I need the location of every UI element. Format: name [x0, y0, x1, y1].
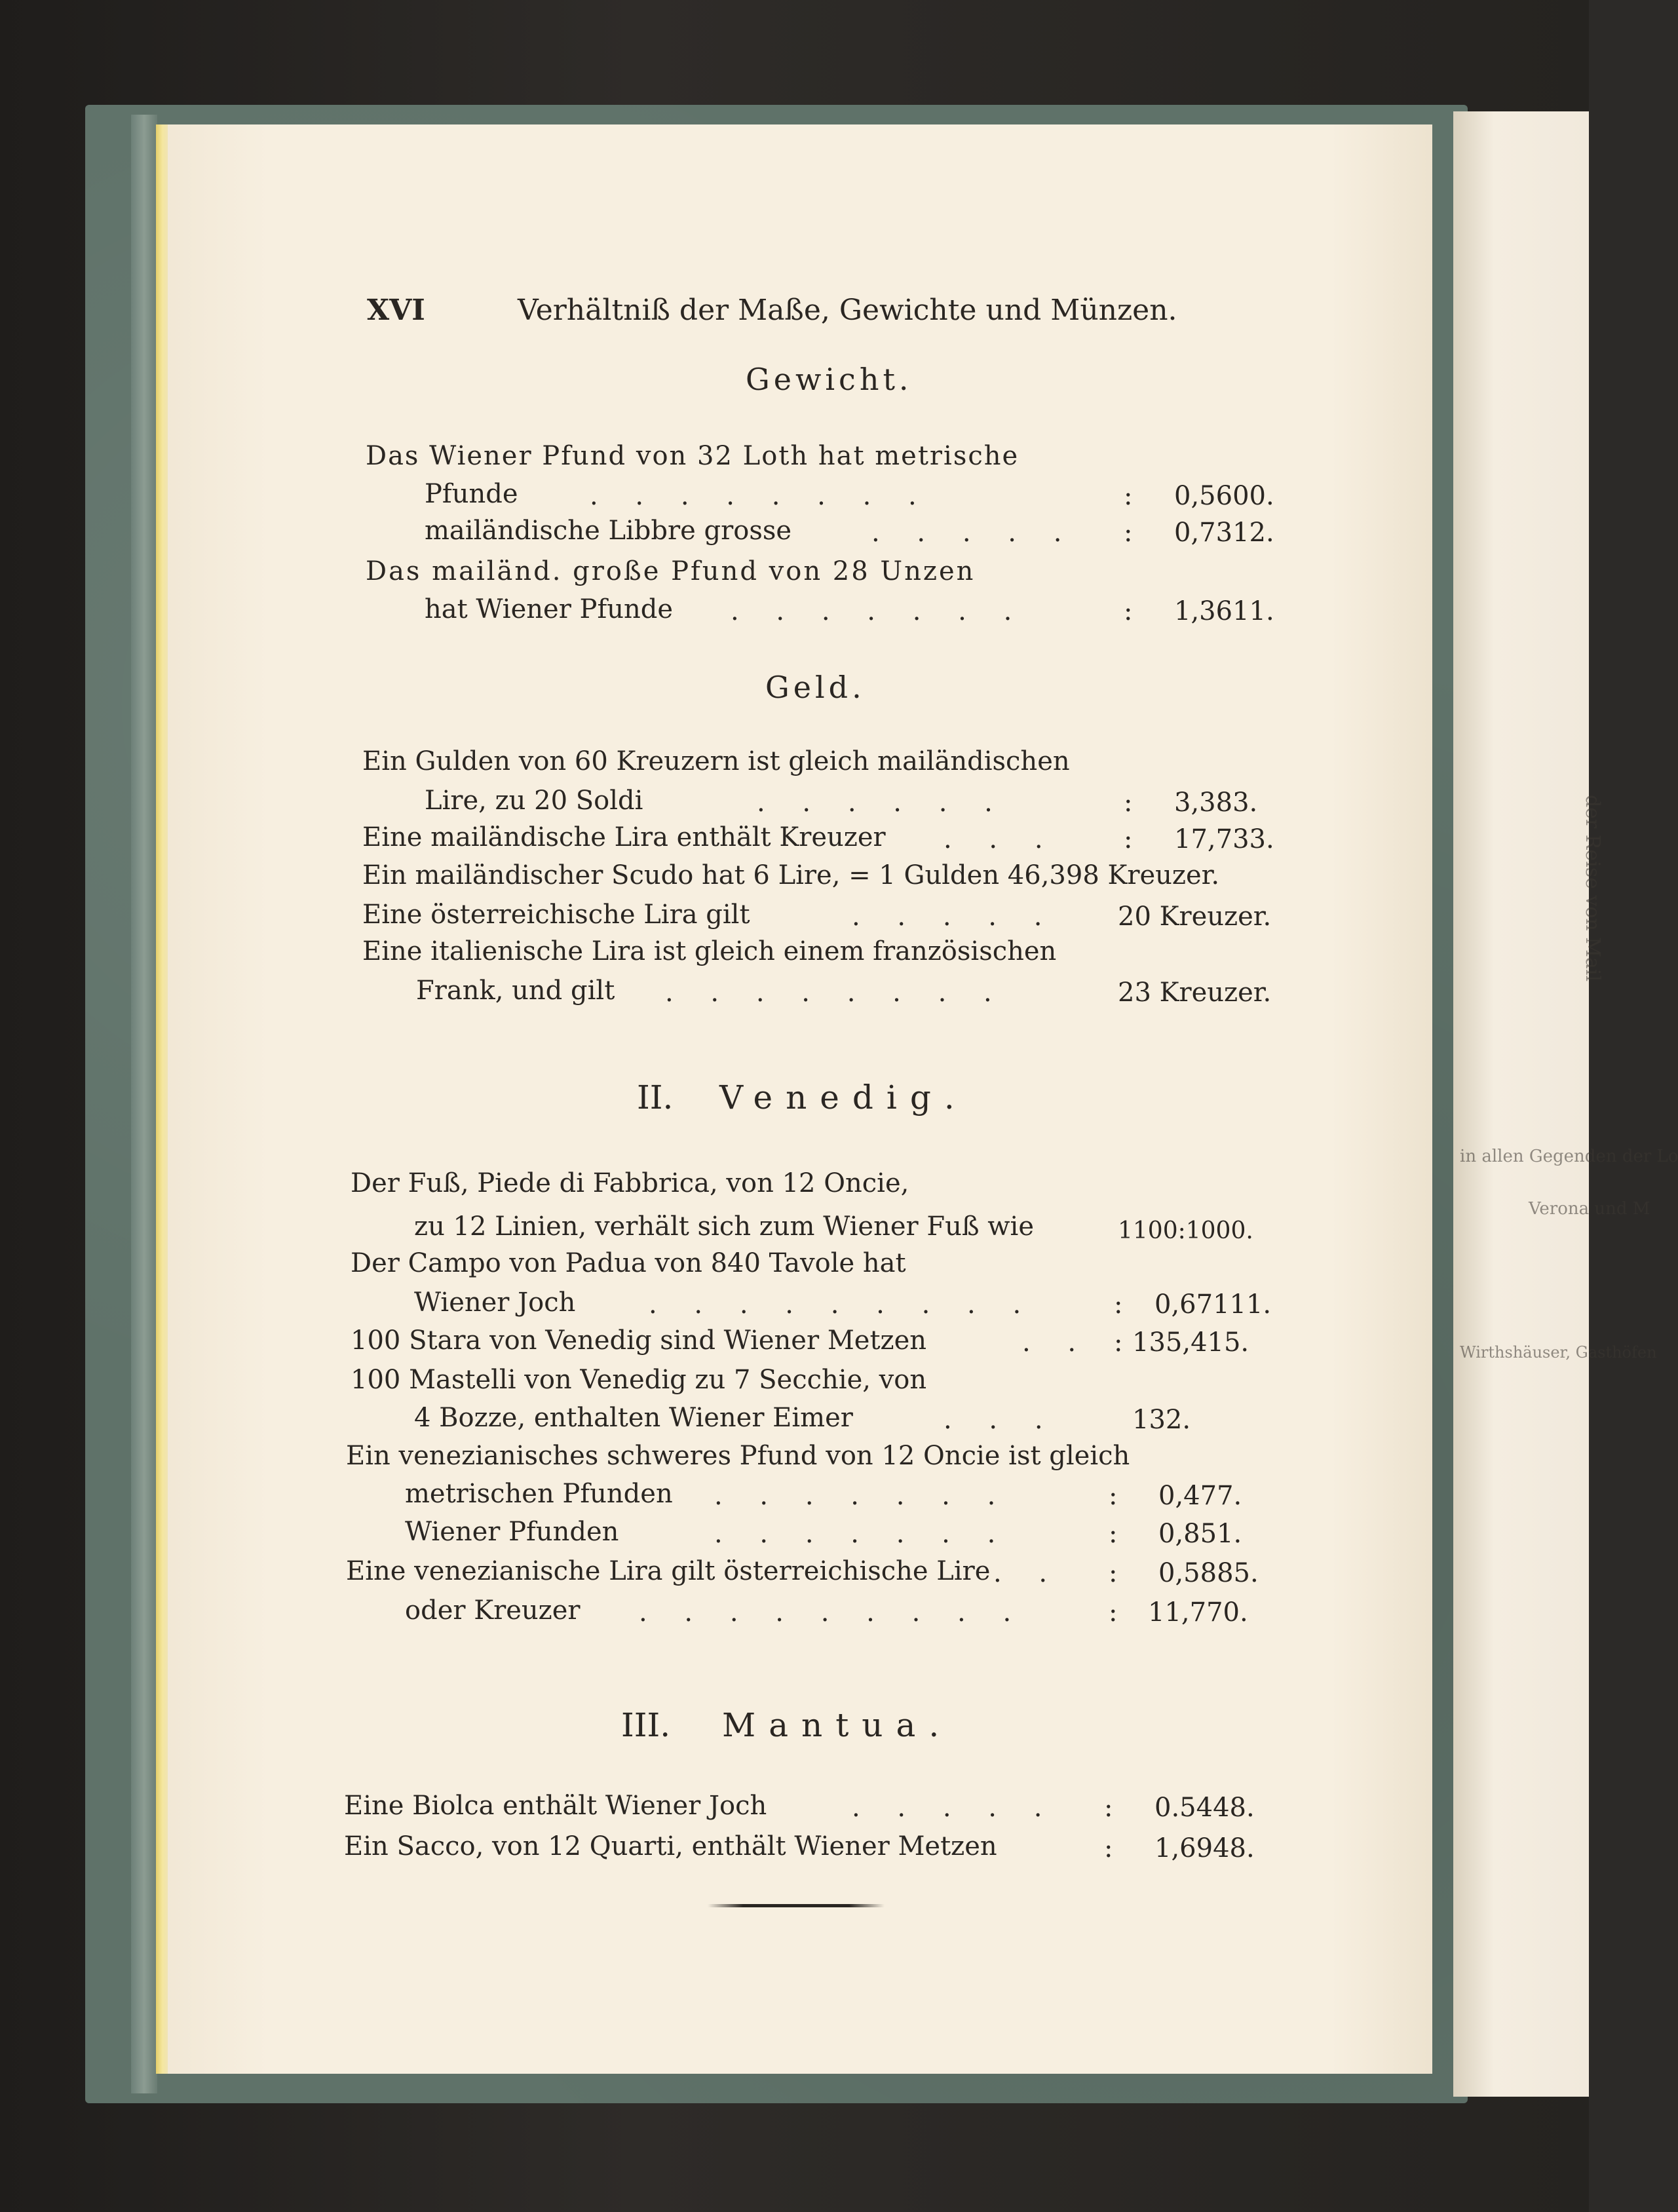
- value: 0.5448.: [1154, 1793, 1255, 1823]
- facing-page-text: Verona und M: [1529, 1199, 1650, 1219]
- cover-edge: [131, 115, 157, 2093]
- section-heading-gewicht: Gewicht.: [746, 362, 913, 397]
- colon: :: [1104, 1793, 1113, 1823]
- colon: :: [1124, 481, 1133, 511]
- text-line: Das mailänd. große Pfund von 28 Unzen: [366, 556, 976, 586]
- text-line: Eine mailändische Lira enthält Kreuzer: [362, 822, 886, 852]
- page-edge: [156, 124, 169, 2074]
- value: 0,5600.: [1174, 481, 1274, 511]
- value: 135,415.: [1132, 1327, 1249, 1358]
- value: 20 Kreuzer.: [1118, 902, 1272, 932]
- colon: :: [1109, 1519, 1118, 1549]
- value: 1,6948.: [1154, 1833, 1255, 1863]
- value: 0,477.: [1158, 1481, 1242, 1511]
- colon: :: [1114, 1289, 1123, 1320]
- text-line: Wiener Joch: [414, 1287, 576, 1318]
- leader-dots: . . . . . . . . .: [649, 1289, 1036, 1320]
- facing-page-text: Wirthshäuser, Gasthöfen: [1460, 1343, 1657, 1362]
- page-number: XVI: [367, 294, 425, 327]
- leader-dots: . . . . .: [871, 518, 1077, 548]
- facing-page-text: in allen Gegenden der Lo: [1460, 1147, 1678, 1166]
- leader-dots: . . . . . . . .: [665, 978, 1006, 1008]
- text-line: Ein venezianisches schweres Pfund von 12 Oncie ist gleich: [346, 1441, 1130, 1471]
- colon: :: [1124, 596, 1133, 626]
- value: 17,733.: [1174, 824, 1274, 854]
- leader-dots: . . . . . . . .: [590, 481, 931, 511]
- value: 1,3611.: [1174, 596, 1274, 626]
- colon: :: [1124, 518, 1133, 548]
- text-line: Eine venezianische Lira gilt österreichische Lire: [346, 1556, 991, 1586]
- section-heading-geld: Geld.: [765, 670, 866, 705]
- leader-dots: . . . . .: [852, 1793, 1057, 1823]
- value: 0,67111.: [1154, 1289, 1272, 1320]
- value: 0,7312.: [1174, 518, 1274, 548]
- text-line: Lire, zu 20 Soldi: [425, 786, 643, 816]
- colon: :: [1114, 1327, 1123, 1358]
- facing-page-text: der Reise von Mail: [1581, 794, 1605, 982]
- text-line: mailändische Libbre grosse: [425, 516, 792, 546]
- value: 1100:1000.: [1118, 1217, 1253, 1244]
- text-line: oder Kreuzer: [405, 1595, 581, 1626]
- value: 11,770.: [1148, 1597, 1248, 1628]
- value: 0,851.: [1158, 1519, 1242, 1549]
- leader-dots: . . .: [944, 824, 1058, 854]
- text-line: Wiener Pfunden: [405, 1517, 619, 1547]
- leader-dots: . . . . . . .: [731, 596, 1027, 626]
- colon: :: [1109, 1481, 1118, 1511]
- leader-dots: . .: [1022, 1327, 1091, 1358]
- leader-dots: . . . . . .: [757, 788, 1007, 818]
- text-line: Der Fuß, Piede di Fabbrica, von 12 Oncie,: [351, 1168, 909, 1198]
- text-line: 100 Stara von Venedig sind Wiener Metzen: [351, 1325, 927, 1356]
- text-line: Frank, und gilt: [416, 976, 615, 1006]
- section-heading-mantua: Mantua.: [722, 1706, 953, 1744]
- text-line: 100 Mastelli von Venedig zu 7 Secchie, von: [351, 1365, 927, 1395]
- colon: :: [1109, 1558, 1118, 1588]
- running-title: Verhältniß der Maße, Gewichte und Münzen.: [518, 294, 1177, 327]
- section-heading-venedig: Venedig.: [719, 1078, 968, 1116]
- leader-dots: . .: [993, 1558, 1062, 1588]
- text-line: zu 12 Linien, verhält sich zum Wiener Fuß wie: [414, 1211, 1034, 1242]
- closing-rule: [708, 1904, 885, 1907]
- text-line: Das Wiener Pfund von 32 Loth hat metrische: [366, 441, 1020, 471]
- leader-dots: . . . . . . . . .: [639, 1597, 1026, 1628]
- leader-dots: . . .: [944, 1405, 1058, 1435]
- text-line: Pfunde: [425, 479, 518, 509]
- text-line: Eine österreichische Lira gilt: [362, 900, 750, 930]
- text-line: Ein mailändischer Scudo hat 6 Lire, = 1 Gulden 46,398 Kreuzer.: [362, 860, 1220, 890]
- colon: :: [1124, 824, 1133, 854]
- text-line: Eine Biolca enthält Wiener Joch: [344, 1791, 767, 1821]
- facing-page: [1453, 111, 1678, 2097]
- text-line: Der Campo von Padua von 840 Tavole hat: [351, 1248, 906, 1278]
- value: 0,5885.: [1158, 1558, 1259, 1588]
- leader-dots: . . . . .: [852, 902, 1057, 932]
- colon: :: [1124, 788, 1133, 818]
- colon: :: [1109, 1597, 1118, 1628]
- text-line: Ein Sacco, von 12 Quarti, enthält Wiener Metzen: [344, 1831, 997, 1861]
- leader-dots: . . . . . . .: [714, 1519, 1010, 1549]
- text-line: hat Wiener Pfunde: [425, 594, 674, 624]
- value: 132.: [1132, 1405, 1191, 1435]
- colon: :: [1104, 1833, 1113, 1863]
- text-line: Eine italienische Lira ist gleich einem französischen: [362, 936, 1057, 966]
- text-line: 4 Bozze, enthalten Wiener Eimer: [414, 1403, 853, 1433]
- value: 3,383.: [1174, 788, 1258, 818]
- text-line: Ein Gulden von 60 Kreuzern ist gleich mailändischen: [362, 746, 1070, 776]
- value: 23 Kreuzer.: [1118, 978, 1272, 1008]
- section-numeral: III.: [621, 1706, 671, 1744]
- text-line: metrischen Pfunden: [405, 1479, 673, 1509]
- leader-dots: . . . . . . .: [714, 1481, 1010, 1511]
- section-numeral: II.: [637, 1078, 674, 1116]
